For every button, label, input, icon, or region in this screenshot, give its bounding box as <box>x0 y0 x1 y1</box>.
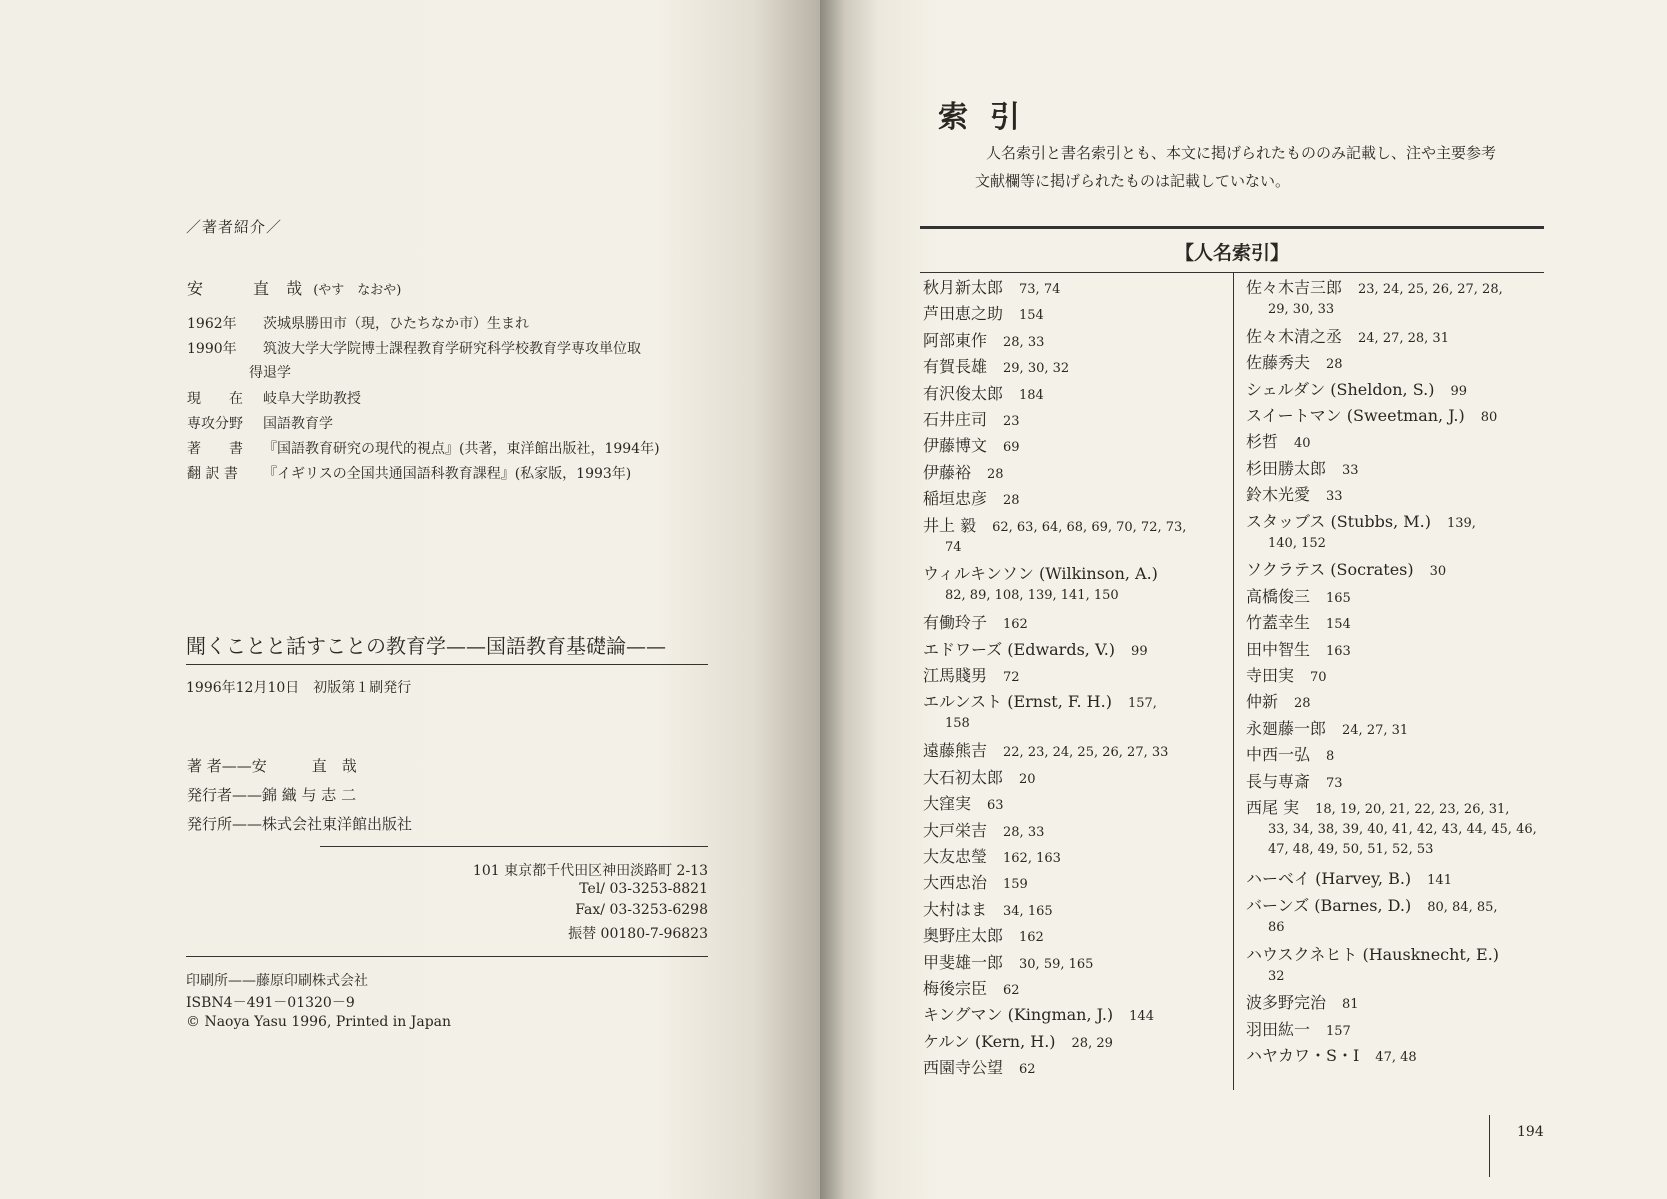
column-divider <box>1233 272 1234 1090</box>
entry-name: 高橋俊三 <box>1246 586 1311 606</box>
entry-name: 有沢俊太郎 <box>923 383 1004 403</box>
entry-name: 江馬賤男 <box>923 666 988 686</box>
entry-name: 稲垣忠彦 <box>923 489 988 509</box>
entry-name: エドワーズ (Edwards, V.) <box>923 639 1116 659</box>
entry-name: 佐々木吉三郎 <box>1246 278 1343 297</box>
entry-pages: 28 <box>987 466 1004 482</box>
entry-name: 羽田紘一 <box>1246 1019 1311 1039</box>
entry-pages: 28, 33 <box>1003 824 1045 840</box>
entry-pages: 62, 63, 64, 68, 69, 70, 72, 73, <box>992 519 1187 535</box>
entry-pages: 144 <box>1129 1009 1154 1025</box>
entry-pages: 184 <box>1019 387 1044 403</box>
index-entry <box>923 278 1060 300</box>
entry-pages: 30, 59, 165 <box>1019 956 1094 972</box>
bio-row <box>187 388 361 408</box>
entry-pages: 28 <box>1003 493 1020 509</box>
entry-name: 阿部東作 <box>923 330 988 350</box>
entry-name: エルンスト (Ernst, F. H.) <box>923 692 1112 712</box>
index-entry <box>923 666 1020 688</box>
entry-name: 芦田恵之助 <box>923 304 1004 324</box>
index-title: 索引 <box>938 100 1042 135</box>
entry-pages: 62 <box>1019 1062 1036 1078</box>
entry-pages: 24, 27, 28, 31 <box>1358 330 1449 346</box>
bio-text: 茨城県勝田市（現，ひたちなか市）生まれ <box>263 316 529 332</box>
section-rule-top <box>920 226 1544 229</box>
isbn: ISBN4－491－01320－9 <box>186 995 355 1011</box>
entry-pages: 154 <box>1019 308 1044 324</box>
bio-text: 得退学 <box>249 365 291 381</box>
entry-pages: 139, <box>1446 515 1476 531</box>
entry-name: 梅後宗臣 <box>923 978 988 998</box>
index-entry <box>923 692 1157 734</box>
entry-pages: 73, 74 <box>1019 282 1061 297</box>
index-entry <box>923 489 1020 511</box>
bio-key: 翻 訳 書 <box>187 466 238 482</box>
entry-pages: 28, 33 <box>1003 334 1045 350</box>
index-entry <box>1246 613 1351 635</box>
index-entry <box>923 463 1004 485</box>
index-entry <box>1246 459 1359 481</box>
index-entry <box>923 613 1028 635</box>
entry-name: 有働玲子 <box>923 613 988 633</box>
fax: Fax/ 03-3253-6298 <box>575 902 708 918</box>
index-entry <box>923 741 1168 763</box>
index-entry <box>1246 485 1343 507</box>
entry-name: 中西一弘 <box>1246 745 1311 765</box>
entry-name: バーンズ (Barnes, D.) <box>1246 895 1412 915</box>
page-number: 194 <box>1517 1124 1544 1140</box>
entry-name: 秋月新太郎 <box>923 278 1004 297</box>
entry-pages: 28 <box>1326 357 1343 373</box>
entry-pages: 28 <box>1294 696 1311 712</box>
right-page <box>820 0 1667 1199</box>
entry-name: 波多野完治 <box>1246 993 1327 1013</box>
entry-name: 杉田勝太郎 <box>1246 458 1327 478</box>
entry-name: 西尾 実 <box>1246 798 1300 818</box>
bio-text: 国語教育学 <box>263 416 333 432</box>
entry-name: 石井庄司 <box>923 410 988 429</box>
bio-key: 1990年 <box>187 341 237 357</box>
entry-pages: 33 <box>1326 489 1343 505</box>
folio-rule <box>1489 1115 1490 1177</box>
index-entry <box>923 979 1020 1001</box>
index-entry <box>923 384 1044 406</box>
entry-pages-continued: 74 <box>945 539 962 555</box>
entry-name: 鈴木光愛 <box>1246 485 1311 505</box>
author-reading: (やす なおや) <box>313 283 402 298</box>
entry-name: 竹蓋幸生 <box>1246 613 1311 633</box>
index-entry <box>923 768 1036 790</box>
bio-row <box>187 463 631 483</box>
copyright: © Naoya Yasu 1996, Printed in Japan <box>186 1014 452 1030</box>
index-entry <box>1246 640 1351 662</box>
entry-pages-continued: 33, 34, 38, 39, 40, 41, 42, 43, 44, 45, 46, <box>1268 822 1537 838</box>
entry-pages-continued: 140, 152 <box>1268 535 1326 551</box>
entry-pages: 73 <box>1326 775 1343 791</box>
entry-pages: 18, 19, 20, 21, 22, 23, 26, 31, <box>1315 802 1510 818</box>
entry-name: 佐藤秀夫 <box>1246 353 1311 373</box>
index-entry <box>923 794 1004 816</box>
index-entry <box>1246 745 1334 767</box>
entry-name: 大戸栄吉 <box>923 820 988 840</box>
left-page <box>0 0 820 1199</box>
entry-name: 佐々木清之丞 <box>1246 326 1343 346</box>
bio-row <box>187 338 641 358</box>
entry-name: 伊藤博文 <box>923 436 988 456</box>
entry-pages: 162, 163 <box>1003 850 1061 866</box>
index-entry <box>1246 692 1311 714</box>
entry-pages: 162 <box>1019 930 1044 946</box>
index-entry <box>923 564 1174 606</box>
index-entry <box>923 516 1186 558</box>
entry-pages-continued: 158 <box>945 716 970 732</box>
entry-name: ハウスクネヒト (Hausknecht, E.) <box>1246 944 1500 964</box>
bio-text: 『イギリスの全国共通国語科教育課程』(私家版，1993年) <box>263 466 632 482</box>
entry-pages: 29, 30, 32 <box>1003 361 1070 377</box>
entry-pages-continued: 82, 89, 108, 139, 141, 150 <box>945 588 1119 604</box>
index-entry <box>1246 380 1467 402</box>
entry-pages: 72 <box>1003 670 1020 686</box>
entry-name: キングマン (Kingman, J.) <box>923 1005 1114 1025</box>
bio-key: 1962年 <box>187 316 237 332</box>
entry-pages: 163 <box>1326 643 1351 659</box>
index-entry <box>1246 278 1503 320</box>
printer-rule <box>186 956 708 957</box>
entry-name: ソクラテス (Socrates) <box>1246 560 1414 580</box>
title-rule <box>186 664 708 665</box>
index-entry <box>1246 719 1408 741</box>
index-note-line2: 文献欄等に掲げられたものは記載していない。 <box>975 172 1291 190</box>
entry-pages: 69 <box>1003 440 1020 456</box>
index-entry <box>923 821 1044 843</box>
index-entry <box>923 900 1053 922</box>
entry-pages: 40 <box>1294 436 1311 452</box>
author-name-line <box>187 276 401 299</box>
entry-name: 仲新 <box>1246 692 1279 712</box>
bio-text: 『国語教育研究の現代的視点』(共著，東洋館出版社，1994年) <box>263 441 660 457</box>
index-entry <box>923 304 1044 326</box>
entry-pages: 70 <box>1310 670 1327 686</box>
entry-pages: 99 <box>1131 643 1148 659</box>
edition-line: 1996年12月10日 初版第１刷発行 <box>186 680 412 696</box>
printer: 印刷所——藤原印刷株式会社 <box>186 973 368 989</box>
entry-name: 大西忠治 <box>923 873 988 893</box>
index-entry <box>1246 512 1476 554</box>
index-entry <box>923 1005 1154 1027</box>
index-entry <box>923 436 1020 458</box>
section-title: 【人名索引】 <box>1175 242 1290 264</box>
author-name: 安 直 哉 <box>187 279 309 298</box>
bio-text: 岐阜大学助教授 <box>263 391 361 407</box>
address: 101 東京都千代田区神田淡路町 2-13 <box>472 863 708 879</box>
publisher-rule <box>320 846 708 847</box>
book-title: 聞くことと話すことの教育学——国語教育基礎論—— <box>186 634 666 658</box>
entry-pages: 63 <box>987 798 1004 814</box>
entry-pages: 154 <box>1326 617 1351 633</box>
entry-pages: 80 <box>1480 410 1498 426</box>
index-entry <box>1246 798 1537 860</box>
index-entry <box>1246 327 1449 349</box>
entry-name: 田中智生 <box>1246 639 1311 659</box>
entry-name: 大友忠瑩 <box>923 846 988 866</box>
bio-key: 現 在 <box>187 391 243 407</box>
entry-pages: 30 <box>1429 564 1447 580</box>
entry-name: 井上 毅 <box>923 515 977 535</box>
entry-name: 遠藤熊吉 <box>923 741 988 761</box>
entry-pages: 99 <box>1450 383 1467 399</box>
entry-pages: 28, 29 <box>1071 1035 1113 1051</box>
entry-pages: 24, 27, 31 <box>1342 722 1409 738</box>
entry-pages: 23, 24, 25, 26, 27, 28, <box>1358 282 1503 297</box>
tel: Tel/ 03-3253-8821 <box>579 881 708 897</box>
entry-pages: 62 <box>1003 982 1020 998</box>
index-entry <box>1246 1046 1417 1068</box>
entry-name: 有賀長雄 <box>923 357 988 377</box>
index-entry <box>923 926 1044 948</box>
bio-row <box>187 438 660 458</box>
index-entry <box>1246 406 1497 428</box>
entry-pages: 8 <box>1326 749 1335 765</box>
entry-name: 西園寺公望 <box>923 1058 1004 1078</box>
index-entry <box>923 357 1069 379</box>
index-entry <box>1246 1020 1351 1042</box>
bio-row <box>187 313 529 333</box>
entry-pages: 157 <box>1326 1023 1351 1039</box>
entry-name: 伊藤裕 <box>923 462 972 482</box>
entry-pages: 159 <box>1003 877 1028 893</box>
entry-name: ハーベイ (Harvey, B.) <box>1246 869 1412 889</box>
index-entry <box>1246 993 1359 1015</box>
entry-name: スイートマン (Sweetman, J.) <box>1246 406 1465 426</box>
publisher-person: 発行者——錦 織 与 志 二 <box>187 786 357 804</box>
index-entry <box>1246 560 1446 582</box>
bio-row <box>187 413 333 433</box>
bio-key: 専攻分野 <box>187 416 243 432</box>
entry-pages-continued: 47, 48, 49, 50, 51, 52, 53 <box>1268 842 1434 858</box>
entry-name: 長与専斎 <box>1246 771 1311 791</box>
bio-text: 筑波大学大学院博士課程教育学研究科学校教育学専攻単位取 <box>263 341 641 357</box>
index-entry <box>1246 587 1351 609</box>
entry-pages: 80, 84, 85, <box>1427 899 1498 915</box>
entry-pages: 157, <box>1127 696 1157 712</box>
index-entry <box>923 847 1061 869</box>
entry-pages: 23 <box>1003 414 1020 429</box>
index-entry <box>923 1032 1113 1054</box>
index-entry <box>1246 772 1343 794</box>
entry-pages-continued: 86 <box>1268 919 1285 935</box>
index-entry <box>1246 666 1327 688</box>
index-entry <box>1246 353 1343 375</box>
entry-pages: 141 <box>1427 873 1452 889</box>
entry-name: ハヤカワ・S・I <box>1246 1046 1360 1066</box>
entry-name: 杉哲 <box>1246 432 1279 452</box>
bio-row <box>187 362 291 382</box>
entry-pages: 165 <box>1326 590 1351 606</box>
index-entry <box>923 873 1028 895</box>
entry-pages-continued: 29, 30, 33 <box>1268 302 1335 317</box>
bio-heading: ／著者紹介／ <box>186 218 283 236</box>
index-entry <box>923 1058 1036 1080</box>
entry-pages: 162 <box>1003 617 1028 633</box>
index-note-line1: 人名索引と書名索引とも、本文に掲げられたもののみ記載し、注や主要参考 <box>986 144 1497 162</box>
entry-name: 寺田実 <box>1246 666 1295 686</box>
index-entry <box>923 953 1093 975</box>
entry-pages: 81 <box>1342 997 1359 1013</box>
entry-name: 奥野庄太郎 <box>923 926 1004 946</box>
index-entry <box>923 640 1148 662</box>
entry-name: ケルン (Kern, H.) <box>923 1031 1056 1051</box>
section-rule-bottom <box>920 272 1544 273</box>
furikae: 振替 00180-7-96823 <box>568 926 708 942</box>
entry-name: シェルダン (Sheldon, S.) <box>1246 379 1435 399</box>
entry-name: ウィルキンソン (Wilkinson, A.) <box>923 564 1158 584</box>
entry-pages: 20 <box>1019 771 1036 787</box>
entry-name: 大窪実 <box>923 794 972 814</box>
bio-key: 著 書 <box>187 441 243 457</box>
index-entry <box>923 331 1044 353</box>
entry-name: 永廻藤一郎 <box>1246 718 1327 738</box>
author-credit: 著 者——安 直 哉 <box>187 757 357 775</box>
entry-name: 甲斐雄一郎 <box>923 952 1004 972</box>
entry-pages: 34, 165 <box>1003 903 1053 919</box>
index-entry <box>1246 869 1452 891</box>
entry-pages: 47, 48 <box>1375 1050 1417 1066</box>
entry-name: スタッブス (Stubbs, M.) <box>1246 511 1431 531</box>
index-entry <box>1246 432 1311 454</box>
entry-pages: 33 <box>1342 462 1359 478</box>
entry-name: 大村はま <box>923 899 988 919</box>
publisher-company: 発行所——株式会社東洋館出版社 <box>187 815 413 833</box>
entry-pages-continued: 32 <box>1268 968 1285 984</box>
entry-pages: 22, 23, 24, 25, 26, 27, 33 <box>1003 745 1169 761</box>
index-entry <box>1246 896 1498 938</box>
entry-name: 大石初太郎 <box>923 767 1004 787</box>
index-entry <box>1246 945 1515 987</box>
index-entry <box>923 410 1020 432</box>
